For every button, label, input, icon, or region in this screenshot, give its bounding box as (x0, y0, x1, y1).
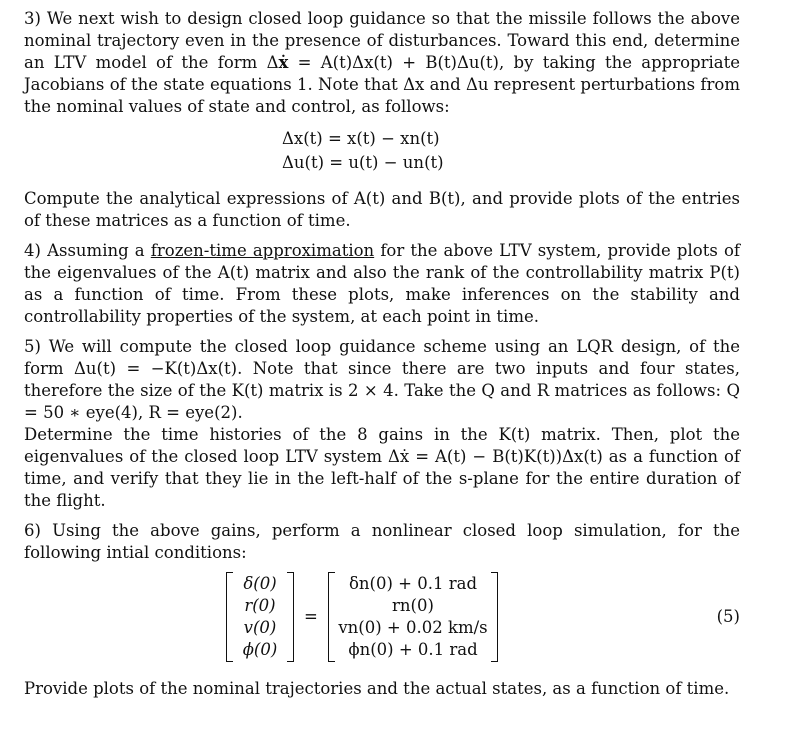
initial-delta: δn(0) + 0.1 rad (348, 574, 478, 593)
document-page (24, 8, 740, 700)
delta-u-definition: Δu(t) = u(t) − un(t) (282, 153, 444, 172)
paragraph-3-text-b: = A(t)Δx(t) + B(t)Δu(t), by taking the appropriate Jacobians of the state equations 1. Note that Δx and Δu represent perturbations from the nominal values of state and control, as follows: (24, 53, 740, 116)
initial-r: rn(0) (392, 596, 434, 615)
initial-phi: ϕn(0) + 0.1 rad (348, 640, 478, 659)
state-r: r(0) (244, 596, 276, 615)
initial-value-vector (328, 570, 498, 664)
state-delta: δ(0) (243, 574, 277, 593)
paragraph-4-post: for the above LTV system, provide plots of the eigenvalues of the A(t) matrix and also the rank of the controllability matrix P(t) as a function of time. From these plots, make inferences on the stability and controllability properties of the system, at each point in time. (24, 241, 740, 326)
state-phi: ϕ(0) (242, 640, 278, 659)
paragraph-4 (24, 240, 740, 328)
paragraph-5-continued: Determine the time histories of the 8 gains in the K(t) matrix. Then, plot the eigenvalues of the closed loop LTV system Δẋ = A(t) − B(t)K(t))Δx(t) as a function of time, and verify that they lie in the left-half of the s-plane for the entire duration of the flight. (24, 425, 740, 510)
paragraph-3-text-a: 3) We next wish to design closed loop guidance so that the missile follows the above nominal trajectory even in the presence of disturbances. Toward this end, determine an LTV model of the form Δ (24, 9, 740, 72)
initial-conditions-equation (24, 570, 740, 668)
final-paragraph: Provide plots of the nominal trajectories and the actual states, as a function of time. (24, 679, 730, 698)
initial-v: vn(0) + 0.02 km/s (338, 618, 488, 637)
x-dot-symbol: ẋ (278, 53, 289, 72)
paragraph-3 (24, 8, 740, 118)
paragraph-5: 5) We will compute the closed loop guidance scheme using an LQR design, of the form Δu(t) = −K(t)Δx(t). Note that since there are two inputs and four states, therefore the size of the K(t) matrix is 2 × 4. Take the Q and R matrices as follows: Q = 50 ∗ eye(4), R = eye(2). (24, 337, 740, 422)
equals-sign: = (304, 607, 318, 626)
state-v: v(0) (243, 618, 277, 637)
delta-x-definition: Δx(t) = x(t) − xn(t) (282, 129, 440, 148)
frozen-time-link: frozen-time approximation (150, 241, 375, 260)
paragraph-4-pre: 4) Assuming a (24, 241, 151, 260)
state-vector (226, 570, 294, 664)
paragraph-6: 6) Using the above gains, perform a nonlinear closed loop simulation, for the following intial conditions: (24, 521, 740, 562)
compute-paragraph: Compute the analytical expressions of A(t) and B(t), and provide plots of the entries of these matrices as a function of time. (24, 189, 740, 230)
perturbation-definitions (24, 128, 740, 176)
equation-number: (5) (716, 607, 740, 626)
